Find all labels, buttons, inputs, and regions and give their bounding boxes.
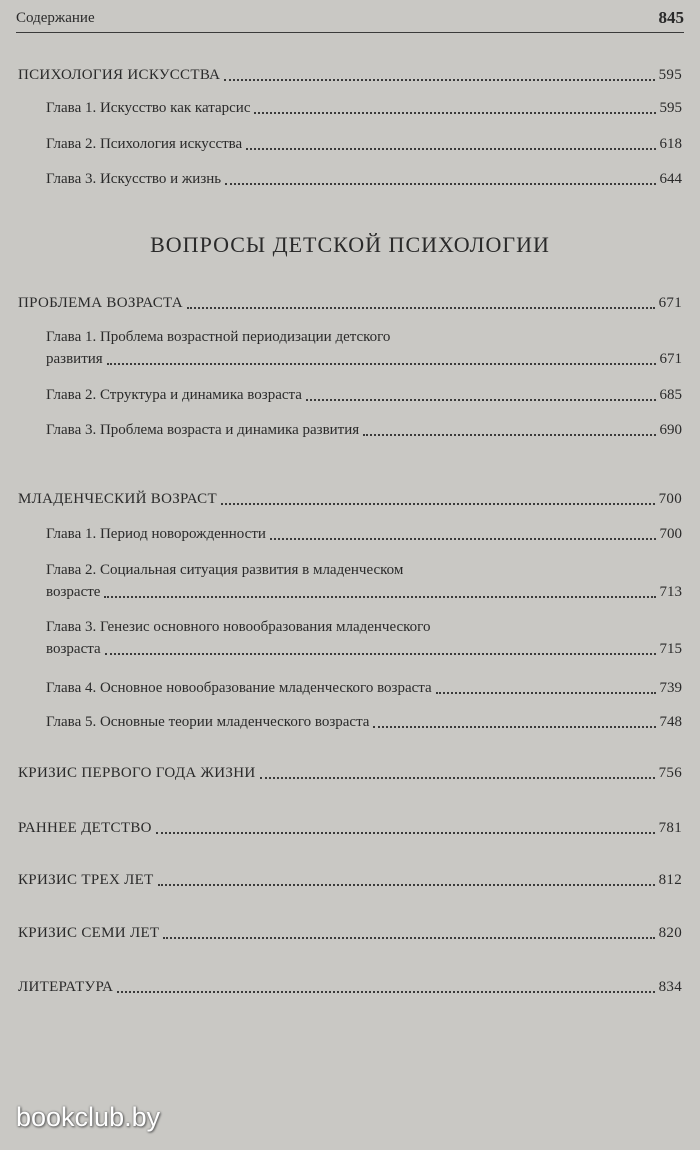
- entry-title: ПСИХОЛОГИЯ ИСКУССТВА: [18, 67, 221, 83]
- toc-entry-chapter[interactable]: [46, 97, 682, 119]
- entry-title-line2: развития: [46, 351, 103, 367]
- leader-dots: [225, 183, 655, 185]
- entry-title-line1: Глава 2. Социальная ситуация развития в младенческом: [46, 562, 404, 578]
- leader-dots: [270, 538, 656, 540]
- entry-page: 713: [659, 584, 682, 600]
- entry-page: 671: [659, 351, 682, 367]
- running-header: [16, 2, 684, 33]
- toc-entry-section[interactable]: [18, 922, 682, 944]
- leader-dots: [224, 79, 654, 81]
- toc-entry-section[interactable]: [18, 488, 682, 510]
- entry-page: 700: [658, 491, 682, 507]
- leader-dots: [373, 726, 655, 728]
- entry-page: 690: [659, 422, 682, 438]
- entry-title: Глава 1. Период новорожденности: [46, 526, 266, 542]
- toc-entry-chapter[interactable]: [46, 616, 682, 660]
- leader-dots: [105, 653, 656, 655]
- leader-dots: [436, 692, 656, 694]
- entry-title: ПРОБЛЕМА ВОЗРАСТА: [18, 295, 183, 311]
- entry-title: РАННЕЕ ДЕТСТВО: [18, 820, 152, 836]
- entry-title-line2: возрасте: [46, 584, 101, 600]
- entry-title: Глава 1. Искусство как катарсис: [46, 100, 251, 116]
- entry-title: ЛИТЕРАТУРА: [18, 979, 114, 995]
- entry-title: КРИЗИС ТРЕХ ЛЕТ: [18, 872, 154, 888]
- leader-dots: [156, 832, 655, 834]
- entry-page: 685: [659, 387, 682, 403]
- toc-entry-chapter[interactable]: [46, 326, 682, 370]
- entry-page: 834: [658, 979, 682, 995]
- entry-page: 700: [659, 526, 682, 542]
- toc-entry-section[interactable]: [18, 762, 682, 784]
- toc-entry-chapter[interactable]: [46, 384, 682, 406]
- toc-entry-chapter[interactable]: [46, 523, 682, 545]
- leader-dots: [221, 503, 655, 505]
- entry-title: Глава 4. Основное новообразование младенческого возраста: [46, 680, 432, 696]
- entry-page: 595: [659, 100, 682, 116]
- leader-dots: [187, 307, 655, 309]
- toc-entry-section[interactable]: [18, 292, 682, 314]
- leader-dots: [107, 363, 656, 365]
- toc-entry-chapter[interactable]: [46, 133, 682, 155]
- entry-title-line2-row: [46, 348, 682, 370]
- toc-entry-chapter[interactable]: [46, 419, 682, 441]
- entry-title-line2: возраста: [46, 641, 101, 657]
- leader-dots: [158, 884, 655, 886]
- entry-page: 812: [658, 872, 682, 888]
- part-heading: ВОПРОСЫ ДЕТСКОЙ ПСИХОЛОГИИ: [150, 232, 550, 257]
- entry-page: 715: [659, 641, 682, 657]
- leader-dots: [363, 434, 655, 436]
- entry-page: 644: [659, 171, 682, 187]
- leader-dots: [260, 777, 655, 779]
- entry-page: 820: [658, 925, 682, 941]
- leader-dots: [163, 937, 654, 939]
- entry-title: КРИЗИС СЕМИ ЛЕТ: [18, 925, 160, 941]
- entry-title-line2-row: [46, 581, 682, 603]
- entry-page: 781: [658, 820, 682, 836]
- toc-entry-section[interactable]: [18, 64, 682, 86]
- entry-page: 739: [659, 680, 682, 696]
- toc-entry-chapter[interactable]: [46, 168, 682, 190]
- toc-entry-chapter[interactable]: [46, 711, 682, 733]
- entry-title: КРИЗИС ПЕРВОГО ГОДА ЖИЗНИ: [18, 765, 256, 781]
- header-page-number: 845: [658, 8, 684, 27]
- leader-dots: [254, 112, 655, 114]
- toc-entry-chapter[interactable]: [46, 559, 682, 603]
- entry-title: Глава 5. Основные теории младенческого возраста: [46, 714, 370, 730]
- leader-dots: [104, 596, 655, 598]
- toc-entry-section[interactable]: [18, 976, 682, 998]
- header-title: Содержание: [16, 10, 95, 26]
- entry-title-line1: Глава 3. Генезис основного новообразования младенческого: [46, 619, 431, 635]
- entry-page: 618: [659, 136, 682, 152]
- watermark: bookclub.by: [16, 1102, 161, 1132]
- entry-title-line2-row: [46, 638, 682, 660]
- toc-entry-section[interactable]: [18, 817, 682, 839]
- entry-title: Глава 3. Проблема возраста и динамика развития: [46, 422, 360, 438]
- entry-title: МЛАДЕНЧЕСКИЙ ВОЗРАСТ: [18, 491, 217, 507]
- toc-entry-section[interactable]: [18, 869, 682, 891]
- entry-page: 756: [658, 765, 682, 781]
- entry-title: Глава 2. Структура и динамика возраста: [46, 387, 302, 403]
- entry-page: 748: [659, 714, 682, 730]
- toc-entry-chapter[interactable]: [46, 677, 682, 699]
- leader-dots: [117, 991, 654, 993]
- leader-dots: [306, 399, 656, 401]
- entry-page: 595: [658, 67, 682, 83]
- entry-page: 671: [658, 295, 682, 311]
- entry-title-line1: Глава 1. Проблема возрастной периодизации детского: [46, 329, 391, 345]
- entry-title: Глава 2. Психология искусства: [46, 136, 243, 152]
- entry-title: Глава 3. Искусство и жизнь: [46, 171, 222, 187]
- leader-dots: [246, 148, 655, 150]
